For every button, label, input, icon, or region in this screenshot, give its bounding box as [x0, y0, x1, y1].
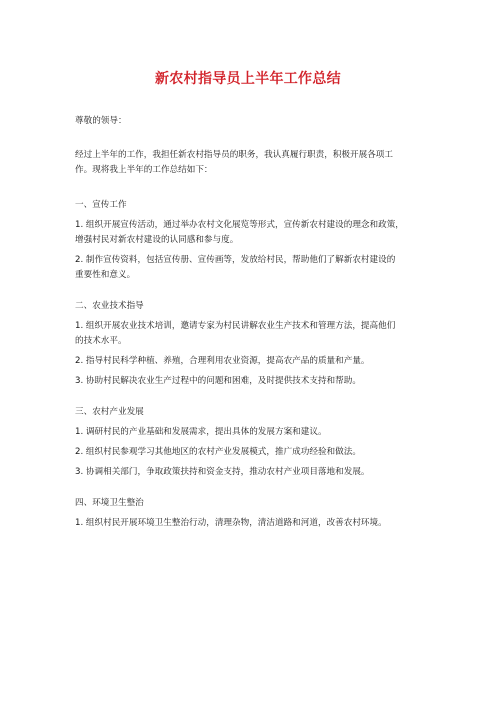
list-item — [75, 354, 435, 369]
document-title: 新农村指导员上半年工作总结 — [155, 71, 341, 87]
list-item — [75, 218, 435, 248]
item-line: 1. 组织开展农业技术培训，邀请专家为村民讲解农业生产技术和管理方法，提高他们 — [75, 321, 396, 331]
item-line: 2. 组织村民参观学习其他地区的农村产业发展模式，推广成功经验和做法。 — [75, 447, 361, 457]
section-heading: 二、农业技术指导 — [75, 301, 144, 311]
list-item — [75, 445, 435, 460]
section-heading: 三、农村产业发展 — [75, 407, 144, 417]
section-heading: 四、环境卫生整治 — [75, 498, 144, 508]
list-item — [75, 253, 435, 283]
intro-line: 作。现将我上半年的工作总结如下： — [75, 165, 213, 175]
item-line: 的技术水平。 — [75, 336, 127, 346]
item-line: 增强村民对新农村建设的认同感和参与度。 — [75, 235, 239, 245]
item-line: 2. 指导村民科学种植、养殖，合理利用农业资源，提高农产品的质量和产量。 — [75, 356, 370, 366]
item-line: 3. 协助村民解决农业生产过程中的问题和困难，及时提供技术支持和帮助。 — [75, 376, 361, 386]
section-industry — [75, 405, 435, 480]
item-line: 3. 协调相关部门，争取政策扶持和资金支持，推动农村产业项目落地和发展。 — [75, 467, 370, 477]
list-item — [75, 319, 435, 349]
item-line: 2. 制作宣传资料，包括宣传册、宣传画等，发放给村民，帮助他们了解新农村建设的 — [75, 255, 396, 265]
list-item — [75, 465, 435, 480]
section-publicity — [75, 198, 435, 283]
section-sanitation — [75, 496, 435, 531]
list-item — [75, 374, 435, 389]
list-item — [75, 425, 435, 440]
item-line: 1. 组织村民开展环境卫生整治行动，清理杂物，清洁道路和河道，改善农村环境。 — [75, 518, 387, 528]
section-heading: 一、宣传工作 — [75, 200, 127, 210]
document-body — [75, 114, 435, 547]
item-line: 重要性和意义。 — [75, 270, 136, 280]
intro-paragraph — [75, 148, 435, 178]
intro-line: 经过上半年的工作，我担任新农村指导员的职务，我认真履行职责，积极开展各项工 — [75, 150, 393, 160]
item-line: 1. 调研村民的产业基础和发展需求，提出具体的发展方案和建议。 — [75, 427, 327, 437]
item-line: 1. 组织开展宣传活动，通过举办农村文化展览等形式，宣传新农村建设的理念和政策， — [75, 220, 404, 230]
list-item — [75, 516, 435, 531]
section-agri-tech — [75, 299, 435, 389]
greeting: 尊敬的领导： — [75, 116, 127, 126]
